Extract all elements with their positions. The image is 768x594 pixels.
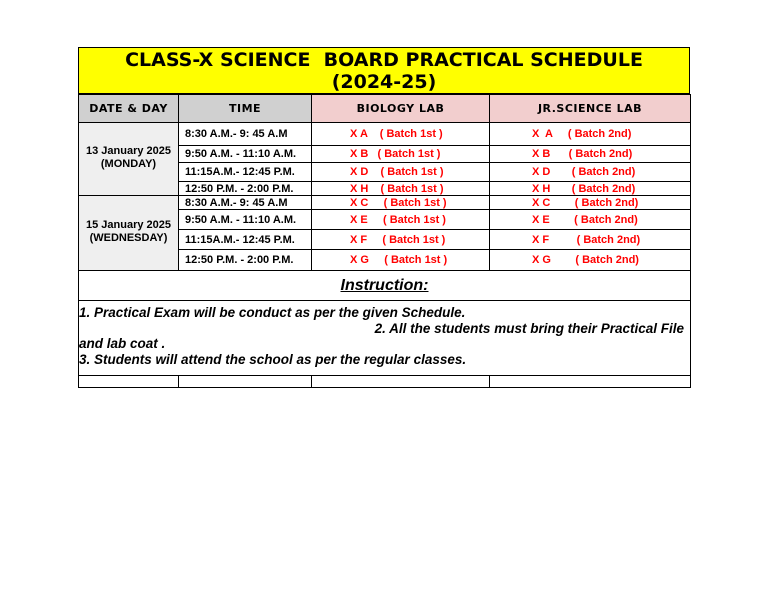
biology-batch-cell: X D ( Batch 1st )	[312, 163, 490, 182]
jr-science-batch-cell: X F ( Batch 2nd)	[490, 230, 691, 250]
date-label: 15 January 2025	[85, 219, 171, 231]
jr-science-batch-cell: X B ( Batch 2nd)	[490, 146, 691, 163]
jr-science-batch-cell: X D ( Batch 2nd)	[490, 163, 691, 182]
biology-batch-cell: X B ( Batch 1st )	[312, 146, 490, 163]
biology-batch-cell: X E ( Batch 1st )	[312, 210, 490, 230]
biology-batch-cell: X C ( Batch 1st )	[312, 196, 490, 210]
day-label: (WEDNESDAY)	[89, 232, 168, 244]
biology-batch-cell: X H ( Batch 1st )	[312, 182, 490, 196]
time-cell: 8:30 A.M.- 9: 45 A.M	[179, 196, 312, 210]
header-biology-lab: BIOLOGY LAB	[312, 95, 490, 123]
time-cell: 8:30 A.M.- 9: 45 A.M	[179, 123, 312, 146]
blank-cell	[179, 376, 312, 388]
instruction-line-1: 1. Practical Exam will be conduct as per the given Schedule.	[79, 305, 466, 320]
day-label: (MONDAY)	[100, 158, 157, 170]
schedule-table	[78, 94, 691, 388]
time-cell: 9:50 A.M. - 11:10 A.M.	[179, 210, 312, 230]
time-cell: 9:50 A.M. - 11:10 A.M.	[179, 146, 312, 163]
time-cell: 12:50 P.M. - 2:00 P.M.	[179, 182, 312, 196]
title-line-1: CLASS-X SCIENCE BOARD PRACTICAL SCHEDULE	[125, 49, 643, 71]
instruction-line-2a: 2. All the students must bring their Practical File	[374, 320, 684, 336]
instruction-line-2b: and lab coat .	[79, 336, 166, 351]
date-label: 13 January 2025	[85, 145, 171, 157]
blank-row	[79, 376, 691, 388]
blank-cell	[312, 376, 490, 388]
header-time: TIME	[179, 95, 312, 123]
schedule-title	[78, 47, 690, 94]
date-cell	[79, 123, 179, 196]
blank-cell	[79, 376, 179, 388]
instruction-heading-row	[79, 271, 691, 301]
header-jr-science-lab: JR.SCIENCE LAB	[490, 95, 691, 123]
blank-cell	[490, 376, 691, 388]
biology-batch-cell: X A ( Batch 1st )	[312, 123, 490, 146]
title-line-2: (2024-25)	[331, 71, 437, 93]
jr-science-batch-cell: X H ( Batch 2nd)	[490, 182, 691, 196]
time-cell: 11:15A.M.- 12:45 P.M.	[179, 163, 312, 182]
instruction-body	[79, 301, 691, 376]
jr-science-batch-cell: X C ( Batch 2nd)	[490, 196, 691, 210]
header-date-day: DATE & DAY	[79, 95, 179, 123]
instruction-body-row	[79, 301, 691, 376]
biology-batch-cell: X F ( Batch 1st )	[312, 230, 490, 250]
instruction-heading: Instruction:	[79, 271, 691, 301]
header-row	[79, 95, 691, 123]
date-cell	[79, 196, 179, 271]
instruction-line-3: 3. Students will attend the school as per the regular classes.	[79, 351, 467, 367]
table-row	[79, 123, 691, 146]
time-cell: 11:15A.M.- 12:45 P.M.	[179, 230, 312, 250]
jr-science-batch-cell: X A ( Batch 2nd)	[490, 123, 691, 146]
schedule-sheet	[78, 47, 690, 388]
biology-batch-cell: X G ( Batch 1st )	[312, 250, 490, 271]
jr-science-batch-cell: X G ( Batch 2nd)	[490, 250, 691, 271]
table-row	[79, 196, 691, 210]
jr-science-batch-cell: X E ( Batch 2nd)	[490, 210, 691, 230]
time-cell: 12:50 P.M. - 2:00 P.M.	[179, 250, 312, 271]
